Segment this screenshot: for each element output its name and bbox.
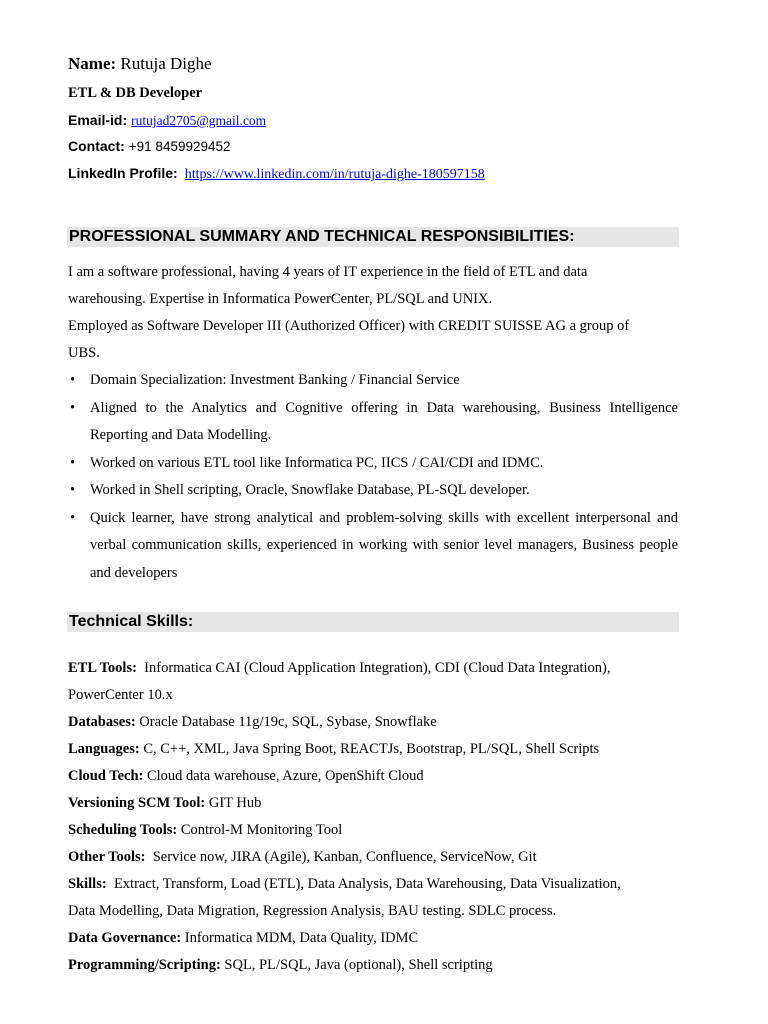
skill-label: Other Tools:: [68, 849, 146, 865]
list-item: • Worked on various ETL tool like Informatica PC, IICS / CAI/CDI and IDMC.: [68, 450, 678, 478]
skill-value: Control-M Monitoring Tool: [180, 822, 343, 838]
bullet-icon: •: [70, 372, 76, 388]
skill-row-languages: [68, 736, 680, 763]
skill-value: GIT Hub: [208, 795, 262, 811]
name-value: Rutuja Dighe: [120, 54, 212, 73]
bullet-icon: •: [70, 454, 76, 471]
skill-row-databases: [68, 709, 680, 736]
summary-line: UBS.: [68, 345, 100, 361]
skill-value: Service now, JIRA (Agile), Kanban, Confluence, ServiceNow, Git: [152, 849, 537, 865]
skill-value: Cloud data warehouse, Azure, OpenShift Cloud: [146, 768, 424, 784]
skill-label: Scheduling Tools:: [68, 822, 178, 838]
contact-value: +91 8459929452: [128, 139, 231, 154]
bullet-icon: •: [70, 509, 76, 526]
summary-line: Employed as Software Developer III (Authorized Officer) with CREDIT SUISSE AG a group of: [68, 318, 630, 334]
skill-row-skills: [68, 871, 680, 898]
skill-label: ETL Tools:: [68, 660, 137, 676]
role-title: ETL & DB Developer: [68, 85, 203, 101]
list-item: • Domain Specialization: Investment Banking / Financial Service: [68, 367, 678, 395]
skill-label: Databases:: [68, 714, 136, 730]
skill-label: Versioning SCM Tool:: [68, 795, 206, 811]
skill-label: Skills:: [68, 876, 107, 892]
skill-value: C, C++, XML, Java Spring Boot, REACTJs, Bootstrap, PL/SQL, Shell Scripts: [143, 741, 600, 757]
linkedin-link[interactable]: https://www.linkedin.com/in/rutuja-dighe-180597158: [184, 167, 485, 182]
skill-row-skills-cont: Data Modelling, Data Migration, Regression Analysis, BAU testing. SDLC process.: [68, 903, 557, 919]
name-line: [68, 52, 212, 76]
contact-label: Contact:: [68, 138, 125, 154]
list-item: • Aligned to the Analytics and Cognitive offering in Data warehousing, Business Intelligence Reporting and Data Modelling.: [68, 395, 678, 450]
skill-label: Data Governance:: [68, 930, 182, 946]
email-line: [68, 110, 266, 131]
skill-row-etl-cont: PowerCenter 10.x: [68, 687, 173, 703]
bullet-icon: •: [70, 399, 76, 416]
skill-label: Programming/Scripting:: [68, 957, 221, 973]
contact-line: [68, 136, 231, 157]
skill-value: Informatica MDM, Data Quality, IDMC: [184, 930, 419, 946]
skill-value: SQL, PL/SQL, Java (optional), Shell scripting: [224, 957, 493, 973]
skill-value: Oracle Database 11g/19c, SQL, Sybase, Snowflake: [139, 714, 437, 730]
skill-row-etl: [68, 655, 680, 682]
bullet-icon: •: [70, 482, 76, 498]
skill-row-governance: [68, 925, 680, 952]
skill-label: Cloud Tech:: [68, 768, 144, 784]
summary-paragraph: [68, 259, 680, 367]
summary-line: I am a software professional, having 4 years of IT experience in the field of ETL and data: [68, 264, 588, 280]
email-link[interactable]: rutujad2705@gmail.com: [131, 113, 267, 128]
skills-block: [68, 655, 680, 979]
linkedin-line: [68, 163, 485, 185]
skill-value: Informatica CAI (Cloud Application Integration), CDI (Cloud Data Integration),: [144, 660, 611, 676]
name-label: Name:: [68, 54, 117, 73]
summary-line: warehousing. Expertise in Informatica PowerCenter, PL/SQL and UNIX.: [68, 291, 493, 307]
email-label: Email-id:: [68, 112, 128, 128]
list-item: • Quick learner, have strong analytical and problem-solving skills with excellent interpersonal and verbal communication skills, experienced in working with senior level managers, Business people and developers: [68, 505, 678, 588]
skill-value: Extract, Transform, Load (ETL), Data Analysis, Data Warehousing, Data Visualization,: [113, 876, 621, 892]
linkedin-label: LinkedIn Profile:: [68, 165, 178, 181]
skill-row-other-tools: [68, 844, 680, 871]
skill-row-scheduling: [68, 817, 680, 844]
skill-row-cloud: [68, 763, 680, 790]
list-item: • Worked in Shell scripting, Oracle, Snowflake Database, PL-SQL developer.: [68, 477, 678, 505]
summary-bullet-list: [68, 367, 678, 587]
skill-row-programming: [68, 952, 680, 979]
summary-heading: PROFESSIONAL SUMMARY AND TECHNICAL RESPONSIBILITIES:: [67, 227, 679, 247]
skill-row-scm: [68, 790, 680, 817]
skills-heading: Technical Skills:: [67, 612, 679, 632]
skill-label: Languages:: [68, 741, 140, 757]
